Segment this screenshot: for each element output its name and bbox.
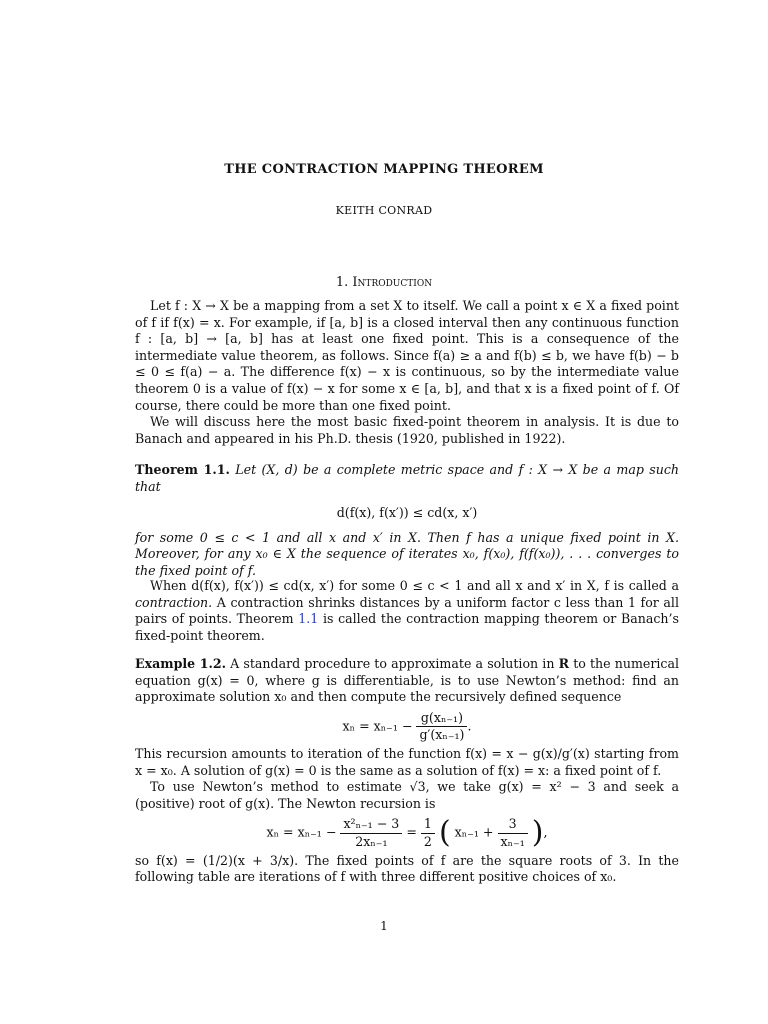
paper-title: THE CONTRACTION MAPPING THEOREM bbox=[224, 162, 544, 177]
example-paragraph-3: To use Newton’s method to estimate √3, we take g(x) = x² − 3 and seek a (positive) root of g(x). The Newton recursion is bbox=[135, 779, 679, 811]
sqrt3-eq-equals: = bbox=[406, 824, 417, 840]
contraction-text-a: When d(f(x), f(x′)) ≤ cd(x, x′) for some 0 ≤ c < 1 and all x and x′ in X, f is called a bbox=[150, 578, 679, 593]
example-intro bbox=[135, 656, 679, 706]
inner-denominator: xₙ₋₁ bbox=[500, 833, 525, 849]
newton-eq-numerator: g(xₙ₋₁) bbox=[416, 710, 467, 728]
theorem-statement bbox=[135, 462, 679, 495]
contraction-text-b: A contraction shrinks distances by a uniform factor c less than 1 for all pairs of points. Theorem bbox=[135, 594, 679, 627]
sqrt3-eq-denominator: 2xₙ₋₁ bbox=[355, 833, 388, 849]
theorem-continuation: for some 0 ≤ c < 1 and all x and x′ in X. Then f has a unique fixed point in X. Moreover, for any x₀ ∈ X the sequence of iterates x₀, f(x₀), f(f(x₀)), . . . converges to the fixed point of f. bbox=[135, 529, 679, 578]
contraction-text bbox=[135, 578, 679, 644]
example-label: Example 1.2. bbox=[135, 656, 227, 671]
sqrt3-recursion-equation bbox=[135, 816, 679, 850]
contraction-paragraph bbox=[135, 578, 679, 644]
inner-numerator: 3 bbox=[498, 816, 528, 834]
inner-fraction bbox=[498, 816, 528, 850]
newton-eq-end: . bbox=[467, 718, 472, 734]
section-heading bbox=[0, 275, 768, 290]
sqrt3-eq-end: , bbox=[543, 824, 548, 840]
sqrt3-eq-numerator: x²ₙ₋₁ − 3 bbox=[340, 816, 402, 834]
intro-paragraph-1: Let f : X → X be a mapping from a set X to itself. We call a point x ∈ X a fixed point of f if f(x) = x. For example, if [a, b] is a closed interval then any continuous function f : [a, b] → [a, b] has at least one fixed point. This is a consequence of the intermediate value theorem, as follows. Since f(a) ≥ a and f(b) ≤ b, we have f(b) − b ≤ 0 ≤ f(a) − a. The difference f(x) − x is continuous, so by the intermediate value theorem 0 is a value of f(x) − x for some x ∈ [a, b], and that x is a fixed point of f. Of course, there could be more than one fixed point. bbox=[135, 298, 679, 413]
example-text-b: to the numerical equation g(x) = 0, where g is differentiable, is to use Newton’s method: find an approximate solution x₀ and then compute the recursively defined sequence bbox=[135, 656, 679, 705]
section-heading-text: 1. Introduction bbox=[335, 275, 433, 290]
intro-block bbox=[135, 298, 679, 447]
newton-equation bbox=[135, 710, 679, 744]
theorem-display-equation: d(f(x), f(x′)) ≤ cd(x, x′) bbox=[336, 505, 478, 521]
intro-paragraph-2: We will discuss here the most basic fixed-point theorem in analysis. It is due to Banach and appeared in his Ph.D. thesis (1920, published in 1922). bbox=[135, 414, 679, 446]
sqrt3-eq-lhs: xₙ = xₙ₋₁ − bbox=[266, 824, 337, 840]
example-paragraph-4: so f(x) = (1/2)(x + 3/x). The fixed points of f are the square roots of 3. In the following table are iterations of f with three different positive choices of x₀. bbox=[135, 852, 679, 885]
contraction-term: contraction. bbox=[135, 594, 213, 610]
theorem-text: Let (X, d) be a complete metric space and f : X → X be a map such that bbox=[135, 462, 679, 494]
theorem-label: Theorem 1.1. bbox=[135, 462, 230, 477]
newton-eq-denominator: g′(xₙ₋₁) bbox=[419, 727, 465, 743]
sqrt3-eq-fraction bbox=[340, 816, 402, 850]
example-block bbox=[135, 656, 679, 886]
example-text-a: A standard procedure to approximate a solution in bbox=[226, 656, 559, 671]
example-paragraph-2: This recursion amounts to iteration of the function f(x) = x − g(x)/g′(x) starting from x = x₀. A solution of g(x) = 0 is the same as a solution of f(x) = x: a fixed point of f. bbox=[135, 745, 679, 778]
theorem-block bbox=[135, 462, 679, 580]
newton-eq-lhs: xₙ = xₙ₋₁ − bbox=[342, 718, 413, 734]
author-name: KEITH CONRAD bbox=[335, 204, 433, 217]
newton-eq-fraction bbox=[416, 710, 467, 744]
real-numbers-symbol: R bbox=[558, 656, 570, 671]
right-paren: ) bbox=[531, 815, 544, 851]
theorem-reference-link[interactable]: 1.1 bbox=[298, 611, 319, 627]
half-fraction bbox=[421, 816, 435, 850]
contraction-text-c: is called the contraction mapping theorem or Banach’s fixed-point theorem. bbox=[135, 611, 679, 643]
half-denominator: 2 bbox=[423, 833, 432, 849]
sqrt3-eq-inner: xₙ₋₁ + bbox=[454, 824, 494, 840]
left-paren: ( bbox=[438, 815, 451, 851]
half-numerator: 1 bbox=[421, 816, 435, 834]
page-number: 1 bbox=[380, 919, 388, 933]
